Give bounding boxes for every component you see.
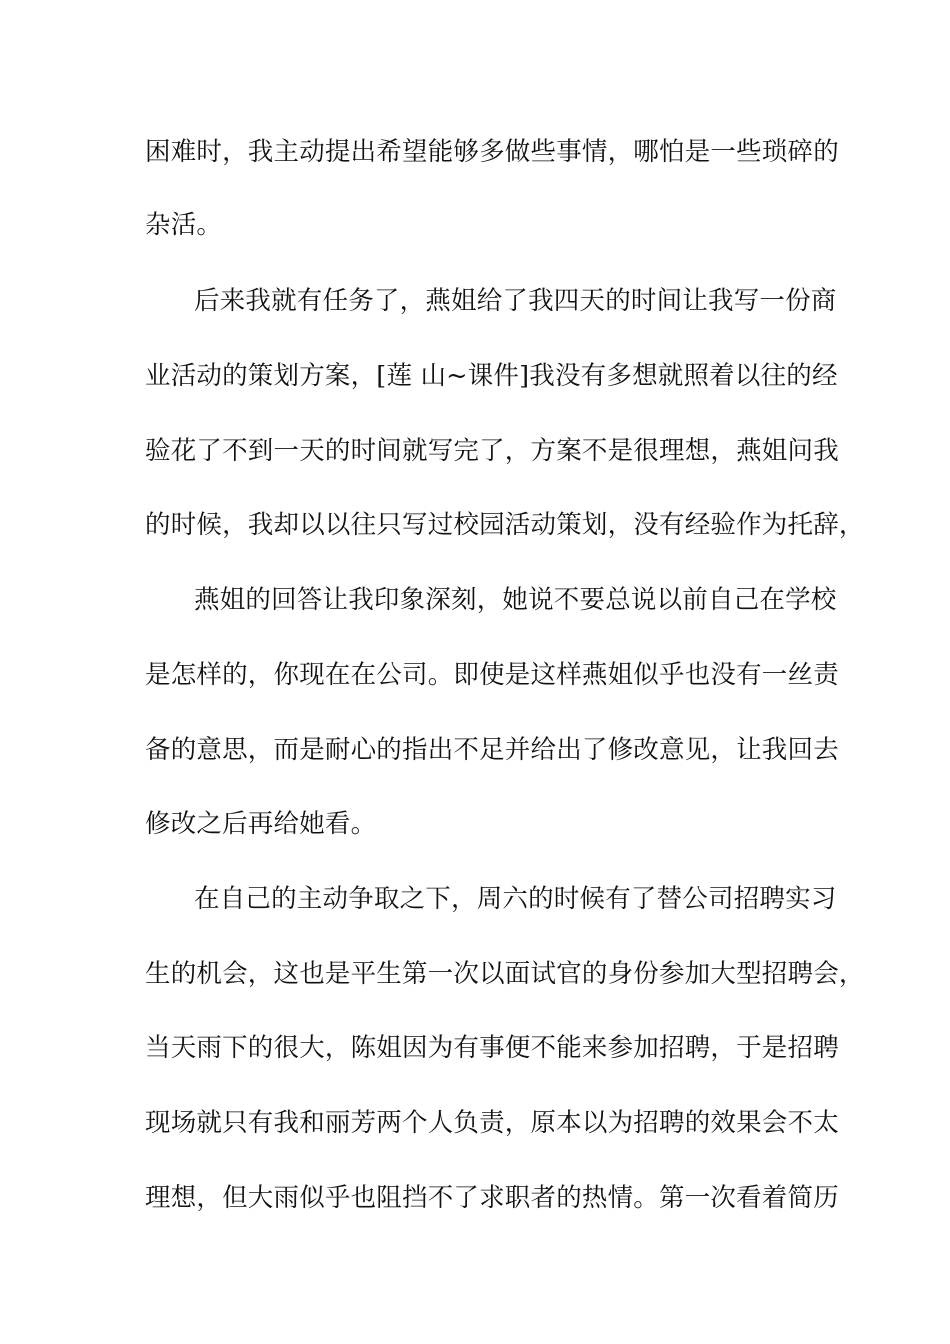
text-line: 是怎样的，你现在在公司。即使是这样燕姐似乎也没有一丝责 [145, 660, 839, 690]
paragraph-start-line: 在自己的主动争取之下，周六的时候有了替公司招聘实习 [194, 884, 837, 914]
text-line: 备的意思，而是耐心的指出不足并给出了修改意见，让我回去 [145, 735, 839, 765]
text-line: 业活动的策划方案，[莲 山~课件]我没有多想就照着以往的经 [145, 361, 838, 391]
text-line: 修改之后再给她看。 [145, 809, 377, 839]
text-line: 生的机会，这也是平生第一次以面试官的身份参加大型招聘会， [145, 959, 865, 989]
text-line: 现场就只有我和丽芳两个人负责，原本以为招聘的效果会不太 [145, 1108, 839, 1138]
text-line: 验花了不到一天的时间就写完了，方案不是很理想，燕姐问我 [145, 436, 839, 466]
text-line: 杂活。 [145, 210, 223, 240]
paragraph-start-line: 后来我就有任务了，燕姐给了我四天的时间让我写一份商 [194, 286, 837, 316]
text-line: 当天雨下的很大，陈姐因为有事便不能来参加招聘，于是招聘 [145, 1033, 839, 1063]
text-line: 困难时，我主动提出希望能够多做些事情，哪怕是一些琐碎的 [145, 137, 839, 167]
paragraph-start-line: 燕姐的回答让我印象深刻，她说不要总说以前自己在学校 [194, 585, 837, 615]
text-line: 理想，但大雨似乎也阻挡不了求职者的热情。第一次看着简历 [145, 1183, 839, 1213]
text-line: 的时候，我却以以往只写过校园活动策划，没有经验作为托辞， [145, 510, 865, 540]
